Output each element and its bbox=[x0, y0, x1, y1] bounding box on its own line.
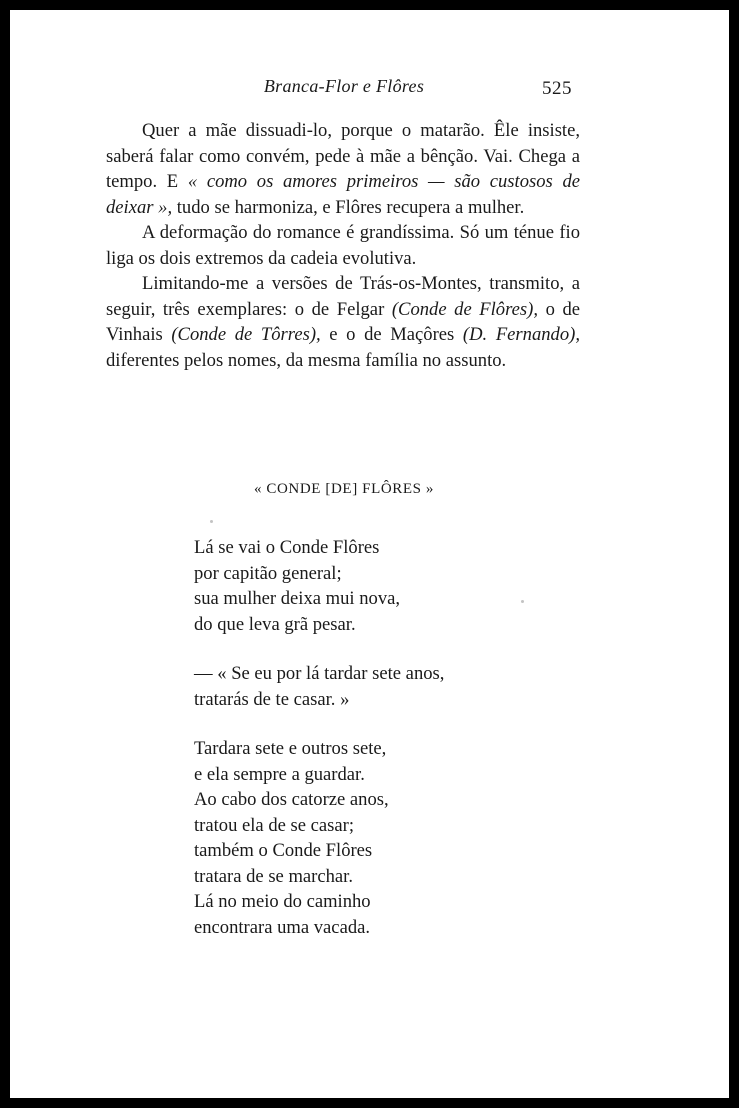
verse-line: também o Conde Flôres bbox=[194, 840, 373, 861]
verse-line: Lá se vai o Conde Flôres bbox=[194, 537, 380, 558]
italic-title: (Conde de Flôres), bbox=[391, 298, 538, 320]
italic-title: (D. Fernando), bbox=[462, 324, 580, 345]
verse-line: do que leva grã pesar. bbox=[194, 613, 356, 635]
verse-line: sua mulher deixa mui nova, bbox=[194, 588, 401, 609]
paragraph bbox=[106, 220, 580, 271]
verse-line: Lá no meio do caminho bbox=[194, 891, 371, 912]
verse-line: Tardara sete e outros sete, bbox=[194, 738, 387, 759]
paragraph-text: Quer a mãe dissuadi-lo, porque o matarão. Êle insiste, saberá falar como convém, pede à mãe a bênção. Vai. Chega a tempo. E bbox=[106, 120, 580, 192]
paragraph-text: Limitando-me a versões de Trás-os-Montes, transmito, a seguir, três exemplares: o de Felgar bbox=[106, 273, 580, 320]
running-head bbox=[10, 76, 729, 102]
paragraph bbox=[106, 271, 580, 373]
verse-line: — « Se eu por lá tardar sete anos, bbox=[194, 663, 445, 684]
verse-line: encontrara uma vacada. bbox=[194, 916, 371, 938]
poem-stanzas bbox=[194, 535, 534, 964]
verse-line: Ao cabo dos catorze anos, bbox=[194, 789, 389, 810]
verse-line: por capitão general; bbox=[194, 562, 342, 584]
scan-speck bbox=[521, 600, 524, 603]
stanza bbox=[194, 535, 534, 637]
paragraph-text: o de Vinhais bbox=[106, 298, 580, 345]
verse-line: e ela sempre a guardar. bbox=[194, 763, 365, 785]
paragraph-text: tudo se harmoniza, e Flôres recupera a mulher. bbox=[172, 196, 525, 218]
running-title: Branca-Flor e Flôres bbox=[263, 76, 425, 96]
italic-title: (Conde de Tôrres), bbox=[171, 324, 321, 345]
verse-line: tratara de se marchar. bbox=[194, 865, 353, 887]
poem-title: « CONDE [DE] FLÔRES » bbox=[253, 481, 435, 497]
stanza bbox=[194, 661, 534, 712]
page-number: 525 bbox=[542, 78, 572, 99]
paragraph bbox=[106, 118, 580, 220]
verse-line: tratarás de te casar. » bbox=[194, 688, 350, 710]
italic-quote: « como os amores primeiros — são custosos de deixar », bbox=[106, 171, 580, 218]
prose-body bbox=[106, 118, 580, 373]
paragraph-text: diferentes pelos nomes, da mesma família no assunto. bbox=[106, 349, 507, 371]
verse-line: tratou ela de se casar; bbox=[194, 814, 355, 836]
stanza bbox=[194, 736, 534, 940]
paragraph-text: A deformação do romance é grandíssima. Só um ténue fio liga os dois extremos da cadeia evolutiva. bbox=[106, 222, 580, 269]
paragraph-text: e o de Maçôres bbox=[320, 324, 463, 345]
scan-speck bbox=[210, 520, 213, 523]
book-page bbox=[10, 10, 729, 1098]
